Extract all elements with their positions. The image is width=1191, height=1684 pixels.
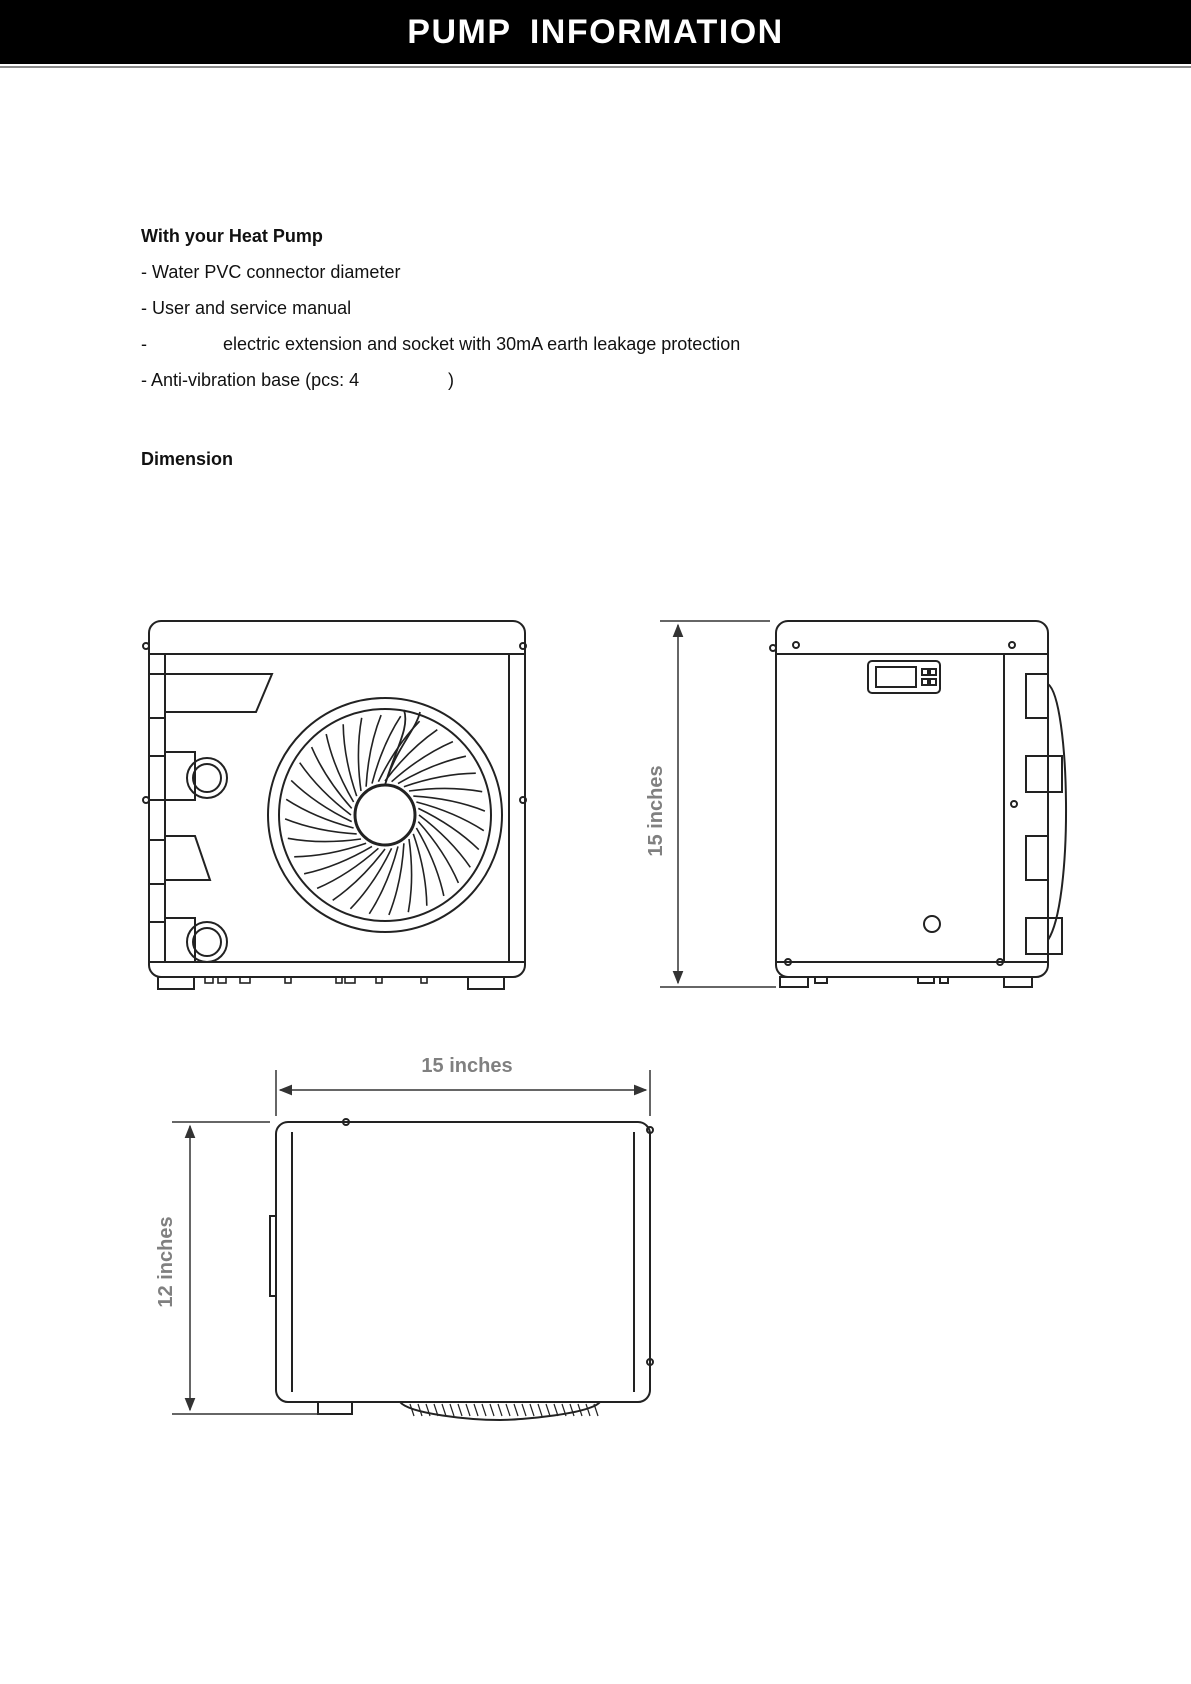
fan-blade	[350, 848, 391, 909]
grille-slat	[466, 1404, 470, 1416]
fan-blade	[418, 808, 479, 849]
grille-slat	[426, 1404, 430, 1416]
list-item-text: User and service manual	[152, 298, 352, 318]
fan-blade	[288, 838, 361, 841]
grille-slat	[490, 1404, 494, 1416]
grille-slat	[474, 1404, 478, 1416]
dimension-heading: Dimension	[141, 449, 234, 469]
fan-blade	[408, 839, 411, 912]
grille-slat	[450, 1404, 454, 1416]
grille-slat	[514, 1404, 518, 1416]
grille-slat	[546, 1404, 550, 1416]
width-dimension-label: 15 inches	[421, 1055, 513, 1077]
fan-blade	[416, 828, 443, 896]
top-view-drawing	[270, 1119, 653, 1420]
list-dash: -	[141, 334, 147, 354]
fan-blade	[358, 718, 361, 791]
contents-heading: With your Heat Pump	[141, 226, 323, 246]
grille-slat	[498, 1404, 502, 1416]
fan-blade	[304, 846, 372, 873]
list-dash: -	[141, 298, 147, 318]
grille-slat	[506, 1404, 510, 1416]
list-close-paren: )	[448, 370, 454, 390]
fan-blade	[326, 734, 353, 802]
list-dash: -	[141, 370, 147, 390]
depth-dimension-label: 12 inches	[155, 1216, 177, 1308]
list-dash: -	[141, 262, 147, 282]
fan-blades	[285, 715, 485, 915]
grille-slat	[538, 1404, 542, 1416]
grille-slat	[458, 1404, 462, 1416]
list-item-text: electric extension and socket with 30mA earth leakage protection	[223, 334, 741, 354]
fan-blade	[398, 756, 466, 783]
grille-slat	[586, 1404, 590, 1416]
grille-slat	[522, 1404, 526, 1416]
list-item-text: Water PVC connector diameter	[152, 262, 401, 282]
grille-slat	[530, 1404, 534, 1416]
grille-slat	[442, 1404, 446, 1416]
fan-blade	[291, 780, 352, 821]
fan-blade	[409, 788, 482, 791]
grille-slat	[482, 1404, 486, 1416]
side-view-drawing	[770, 621, 1066, 987]
height-dimension-label: 15 inches	[645, 765, 667, 857]
page-title: PUMP INFORMATION	[407, 12, 784, 51]
grille-slat	[570, 1404, 574, 1416]
list-item-text: Anti-vibration base (pcs: 4	[151, 370, 360, 390]
